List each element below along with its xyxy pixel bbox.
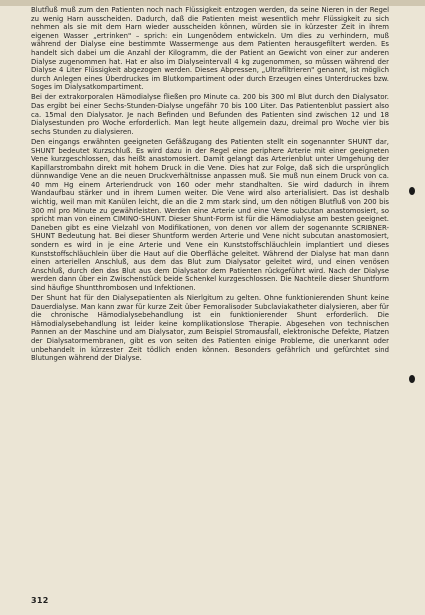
page-number: 312 — [31, 596, 49, 605]
paragraph-1: Blutfluß muß zum den Patienten noch nach Flüssigkeit entzogen werden, da seine Nieren in der Regel zu wenig Harn ausscheiden. Dadurch, daß die Patienten meist wesentlich mehr Flüssigkeit zu sich nehmen als sie mit dem Harn wieder ausscheiden können, würden sie in kürzester Zeit in ihrem eigenen Wasser „ertrinken" – sprich: ein Lungenödem entwickeln. Um dies zu verhindern, muß während der Dialyse eine bestimmte Wassermenge aus dem Patienten herausgefiltert werden. Es handelt sich dabei um die Anzahl der Kilogramm, die der Patient an Gewicht von einer zur anderen Dialyse zugenommen hat. Hat er also im Dialyseintervall 4 kg zugenommen, so müssen während der Dialyse 4 Liter Flüssigkeit abgezogen werden. Dieses Abpressen, „Ultrafiltrieren" genannt, ist möglich durch Anlegen eines Überdruckes im Blutkompartiment oder durch Erzeugen eines Unterdruckes bzw. Soges im Dialysatkompartiment. — [31, 6, 389, 92]
paragraph-3: Den eingangs erwähnten geeigneten Gefäßzugang des Patienten stellt ein sogenannter SHUNT dar, SHUNT bedeutet Kurzschluß. Es wird dazu in der Regel eine periphere Arterie mit einer geeigneten Vene kurzgeschlossen, das heißt anastomosiert. Damit gelangt das Arterienblut unter Umgehung der Kapillarstrombahn direkt mit hohem Druck in die Vene. Dies hat zur Folge, daß sich die ursprünglich dünnwandige Vene an die neuen Druckverhältnisse anpassen muß. Sie muß nun einem Druck von ca. 40 mm Hg einem Arteriendruck von 160 oder mehr standhalten. Sie wird dadurch in ihrem Wandaufbau stärker und in ihrem Lumen weiter. Die Vene wird also arterialisiert. Das ist deshalb wichtig, weil man mit Kanülen leicht, die an die 2 mm stark sind, um den nötigen Blutfluß von 200 bis 300 ml pro Minute zu gewährleisten. Werden eine Arterie und eine Vene subcutan anastomosiert, so spricht man von einem CIMINO-SHUNT. Dieser Shunt-Form ist für die Hämodialyse am besten geeignet. Daneben gibt es eine Vielzahl von Modifikationen, von denen vor allem der sogenannte SCRIBNER-SHUNT Bedeutung hat. Bei dieser Shuntform werden Arterie und Vene nicht subcutan anastomosiert, sondern es wird in je eine Arterie und Vene ein Kunststoffschläuchlein implantiert und dieses Kunststoffschläuchlein über die Haut auf die Oberfläche geleitet. Während der Dialyse hat man dann einen arteriellen Anschluß, aus dem das Blut zum Dialysator geleitet wird, und einen venösen Anschluß, durch den das Blut aus dem Dialysator dem Patienten rückgeführt wird. Nach der Dialyse werden dann über ein Zwischenstück beide Schenkel kurzgeschlossen. Die Nachteile dieser Shuntform sind häufige Shuntthrombosen und Infektionen. — [31, 137, 389, 292]
binding-hole-mark — [409, 187, 415, 195]
binding-hole-mark — [409, 375, 415, 383]
paragraph-4: Der Shunt hat für den Dialysepatienten als Nierlgitum zu gelten. Ohne funktionierenden Shunt keine Dauerdialyse. Man kann zwar für kurze Zeit über Femoralisoder Subclaviakatheter dialysieren, aber für die chronische Hämodialysebehandlung ist ein funktionierender Shunt erforderlich. Die Hämodialysebehandlung ist leider keine komplikationslose Therapie. Abgesehen von technischen Pannen an der Maschine und am Dialysator, zum Beispiel Stromausfall, elektronische Defekte, Platzen der Dialysatormembranen, gibt es von seiten des Patienten einige Probleme, die unerkannt oder unbehandelt in kürzester Zeit tödlich enden können. Besonders gefährlich und gefürchtet sind Blutungen während der Dialyse. — [31, 294, 389, 363]
paragraph-2: Bei der extrakorporalen Hämodialyse fließen pro Minute ca. 200 bis 300 ml Blut durch den Dialysator. Das ergibt bei einer Sechs-Stunden-Dialyse ungefähr 70 bis 100 Liter. Das Patientenblut passiert also ca. 15mal den Dialysator. Je nach Befinden und Befunden des Patienten sind zwischen 12 und 18 Dialysestunden pro Woche erforderlich. Man legt heute allgemein dazu, dreimal pro Woche vier bis sechs Stunden zu dialysieren. — [31, 93, 389, 136]
body-text — [31, 6, 389, 591]
